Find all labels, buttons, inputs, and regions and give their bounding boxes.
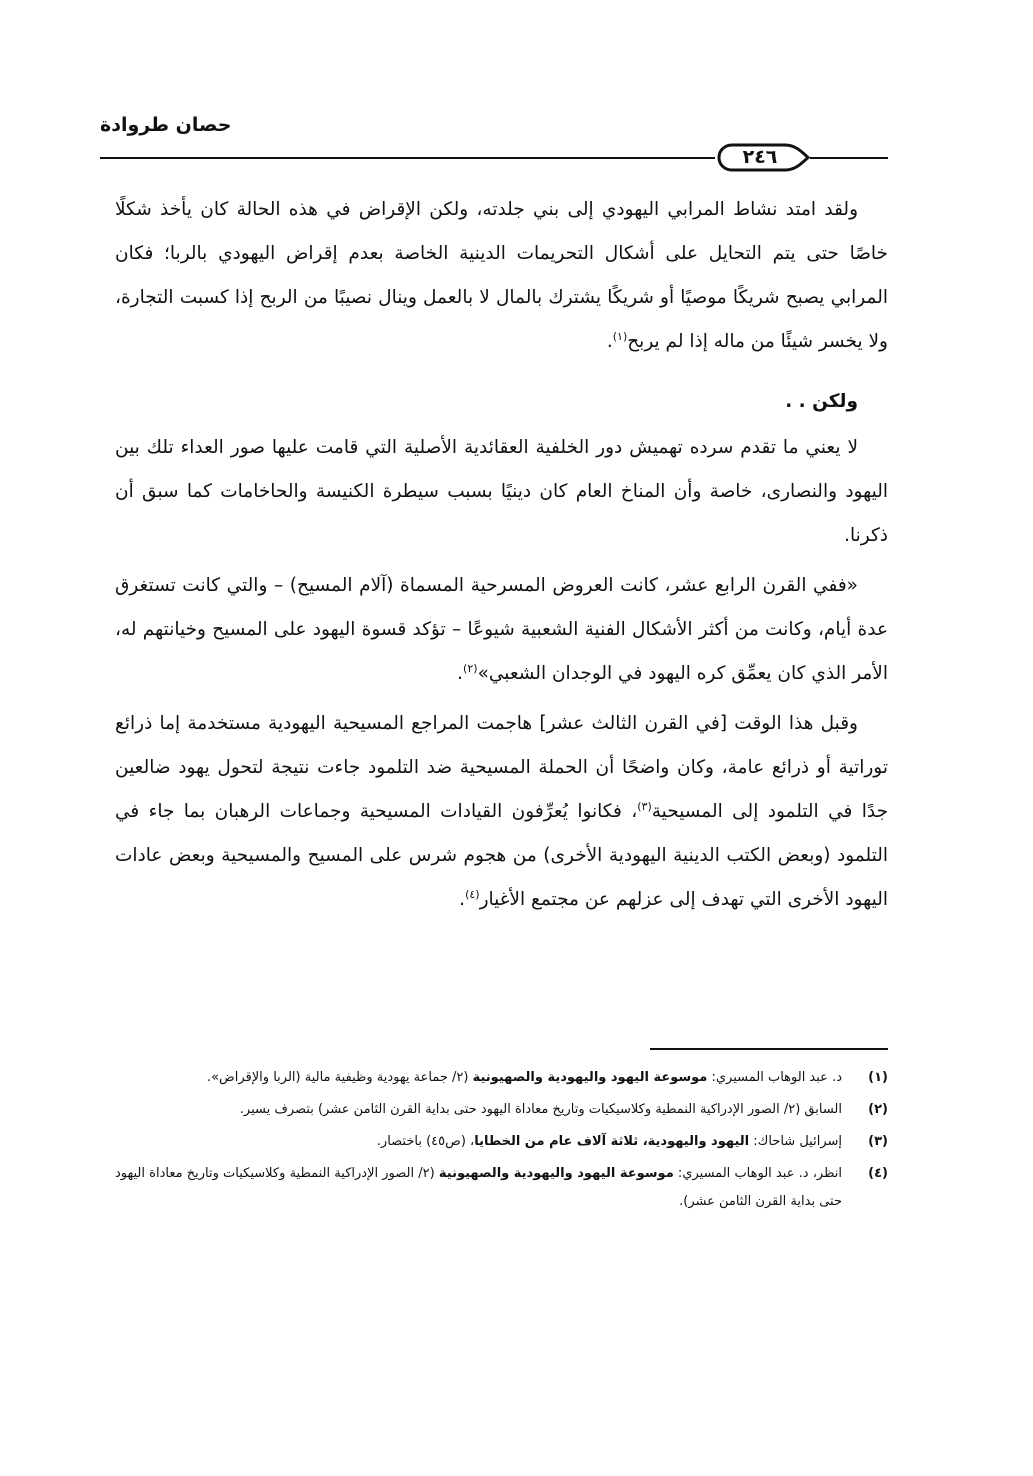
paragraph-3-quote: «ففي القرن الرابع عشر، كانت العروض المسرحية المسماة (آلام المسيح) – والتي كانت تستغرق عدة أيام، وكانت من أكثر الأشكال الفنية الشعبية شيوعًا – تؤكد قسوة اليهود على المسيح وخيانتهم له، الأمر الذي كان يعمِّق كره اليهود في الوجدان الشعبي»: [115, 575, 888, 684]
footnote-separator: [650, 1048, 888, 1050]
paragraph-1-end: .: [606, 331, 613, 352]
footnote-ref-3: (٣): [637, 799, 652, 813]
footnote-text-tail: (٢/ جماعة يهودية وظيفية مالية (الربا والإقراض».: [206, 1070, 473, 1085]
running-header-book-title: حصان طروادة: [100, 114, 232, 136]
footnote-text-tail: (٢/ الصور الإدراكية النمطية وكلاسيكيات وتاريخ معاداة اليهود حتى بداية القرن الثامن عشر).: [115, 1166, 842, 1209]
footnote-2: [115, 1096, 888, 1124]
header-rule: [100, 157, 715, 159]
footnote-source-title: اليهود واليهودية، ثلاثة آلاف عام من الخطايا: [474, 1134, 750, 1149]
footnote-text: انظر، د. عبد الوهاب المسيري:: [673, 1166, 842, 1181]
header-rule-right: [810, 157, 888, 159]
page-number: ٢٤٦: [742, 146, 778, 168]
paragraph-3-end: .: [457, 663, 464, 684]
footnote-number: (٣): [868, 1134, 888, 1149]
paragraph-1-text: ولقد امتد نشاط المرابي اليهودي إلى بني جلدته، ولكن الإقراض في هذه الحالة كان يأخذ شكلًا خاصًا حتى يتم التحايل على أشكال التحريمات الدينية الخاصة بعدم إقراض اليهودي بالربا؛ فكان المرابي يصبح شريكًا موصيًا أو شريكًا يشترك بالمال لا بالعمل وينال نصيبًا من الربح إذا كسبت التجارة، ولا يخسر شيئًا من ماله إذا لم يربح: [115, 199, 888, 352]
paragraph-4-text-a: وقبل هذا الوقت [في القرن الثالث عشر] هاجمت المراجع المسيحية اليهودية مستخدمة إما ذرائع توراتية أو ذرائع عامة، وكان واضحًا أن الحملة المسيحية ضد التلمود جاءت نتيجة لتحول يهود ضالعين جدًا في التلمود إلى المسيحية: [115, 713, 888, 822]
footnote-1: [115, 1064, 888, 1092]
paragraph-4: [115, 702, 888, 922]
footnote-number: (١): [868, 1070, 888, 1085]
footnote-text: إسرائيل شاحاك:: [749, 1134, 842, 1149]
footnote-source-title: موسوعة اليهود واليهودية والصهيونية: [438, 1166, 674, 1181]
footnote-text-tail: ، (ص٤٥) باختصار.: [376, 1134, 475, 1149]
paragraph-4-end: .: [459, 889, 466, 910]
footnote-3: [115, 1128, 888, 1156]
paragraph-4-text-b: ، فكانوا يُعرِّفون القيادات المسيحية وجماعات الرهبان بما جاء في التلمود (وبعض الكتب الدينية اليهودية الأخرى) من هجوم شرس على المسيح والمسيحية وبعض عادات اليهود الأخرى التي تهدف إلى عزلهم عن مجتمع الأغيار: [115, 801, 888, 910]
section-heading: ولكن . .: [785, 391, 858, 412]
paragraph-1: [115, 188, 888, 364]
footnote-number: (٢): [868, 1102, 888, 1117]
footnote-ref-2: (٢): [463, 661, 478, 675]
footnote-text: السابق (٢/ الصور الإدراكية النمطية وكلاسيكيات وتاريخ معاداة اليهود حتى بداية القرن الثامن عشر) بتصرف يسير.: [239, 1102, 842, 1117]
footnote-source-title: موسوعة اليهود واليهودية والصهيونية: [472, 1070, 708, 1085]
footnote-ref-4: (٤): [465, 887, 480, 901]
paragraph-2: لا يعني ما تقدم سرده تهميش دور الخلفية العقائدية الأصلية التي قامت عليها صور العداء تلك بين اليهود والنصارى، خاصة وأن المناخ العام كان دينيًا بسبب سيطرة الكنيسة والحاخامات كما سبق أن ذكرنا.: [115, 437, 888, 546]
footnote-4: [115, 1160, 888, 1216]
main-text: [115, 188, 888, 922]
footnote-number: (٤): [868, 1166, 888, 1181]
footnote-ref-1: (١): [612, 329, 628, 343]
page-number-badge: [715, 142, 811, 173]
footnote-text: د. عبد الوهاب المسيري:: [707, 1070, 842, 1085]
paragraph-3: [115, 564, 888, 696]
footnotes: [115, 1064, 888, 1220]
